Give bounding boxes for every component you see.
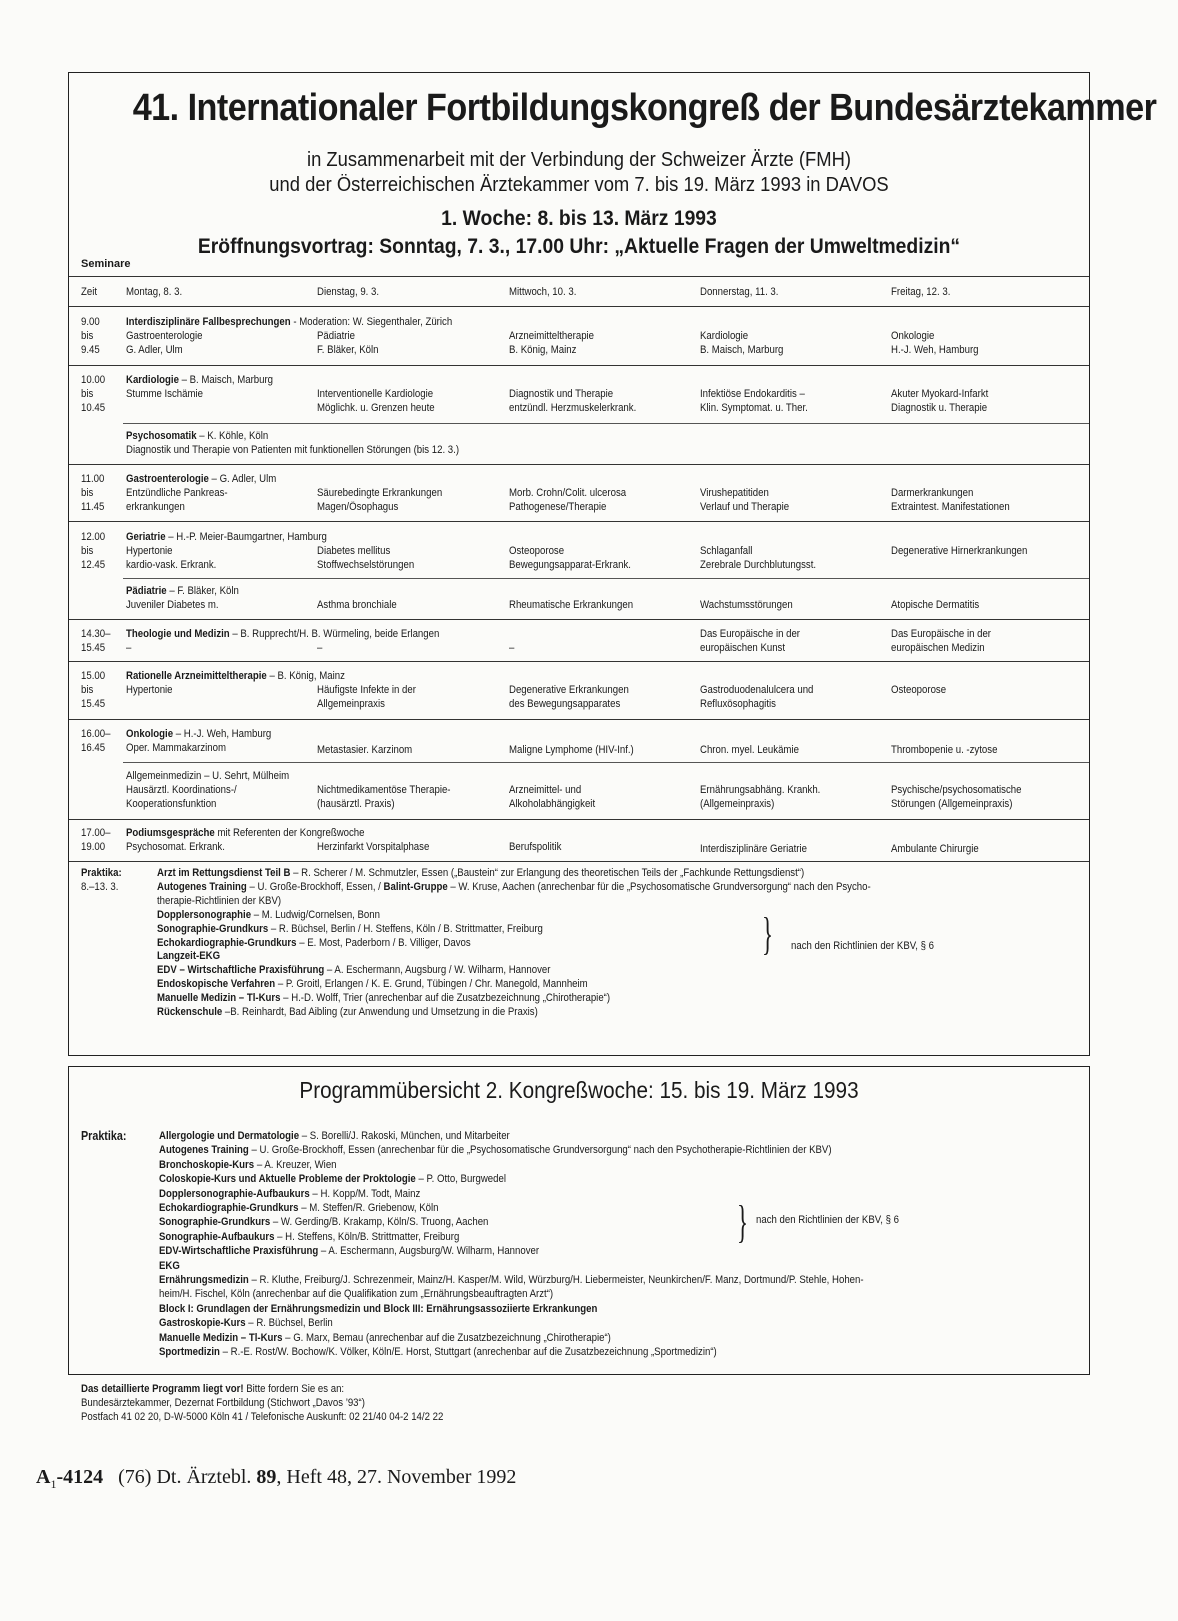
session-topic: Zerebrale Durchblutungsst. — [700, 559, 817, 571]
praktika-detail: heim/H. Fischel, Köln (anrechenbar auf die Qualifikation zum „Ernährungsbeauftragten Arzt“) — [159, 1288, 554, 1301]
praktika-item — [159, 1244, 539, 1259]
praktika-title: Bronchoskopie-Kurs — [159, 1158, 255, 1171]
col-header-montag: Montag, 8. 3. — [126, 286, 183, 298]
session-topic: Refluxösophagitis — [700, 698, 776, 710]
brace: } — [737, 1196, 749, 1247]
session-topic: Diagnostik und Therapie von Patienten mit funktionellen Störungen (bis 12. 3.) — [126, 444, 460, 456]
page-footer — [36, 1466, 516, 1492]
session-topic: Berufspolitik — [509, 841, 562, 853]
session-heading: Pädiatrie – F. Bläker, Köln — [126, 585, 239, 597]
praktika-dates: 8.–13. 3. — [81, 881, 119, 893]
session-speaker: B. Maisch, Marburg — [700, 344, 784, 356]
praktika-title: Balint-Gruppe — [383, 880, 448, 893]
praktika-detail: – G. Marx, Bemau (anrechenbar auf die Zusatzbezeichnung „Chirotherapie“) — [282, 1331, 611, 1344]
praktika-title: Langzeit-EKG — [157, 950, 221, 963]
session-topic: Interventionelle Kardiologie — [317, 388, 434, 400]
col-header-zeit: Zeit — [81, 286, 98, 298]
session-topic: Arzneimittel- und — [509, 784, 582, 796]
praktika-title: Rückenschule — [157, 1006, 223, 1018]
session-topic: – — [126, 642, 132, 654]
praktika-title: Sonographie-Aufbaukurs — [159, 1230, 275, 1243]
time-cell: 17.00– — [81, 827, 111, 839]
issue-date: , Heft 48, 27. November 1992 — [276, 1466, 517, 1488]
brace: } — [762, 908, 774, 959]
program-week-1-box — [68, 72, 1157, 1056]
session-topic: Stumme Ischämie — [126, 388, 203, 400]
praktika-item — [159, 1129, 510, 1144]
session-heading: Interdisziplinäre Fallbesprechungen - Moderation: W. Siegenthaler, Zürich — [126, 316, 453, 328]
session-topic: Möglichk. u. Grenzen heute — [317, 402, 435, 414]
time-cell: 12.45 — [81, 559, 106, 571]
volume: 89 — [256, 1466, 277, 1488]
praktika-detail: – R.-E. Rost/W. Bochow/K. Völker, Köln/E. Horst, Stuttgart (anrechenbar auf die Zusatzbezeichnung „Sportmedizin“) — [219, 1346, 717, 1358]
session-topic: – — [317, 642, 323, 654]
praktika-detail: – A. Eschermann, Augsburg / W. Wilharm, Hannover — [324, 964, 551, 977]
praktika-detail: – P. Otto, Burgwedel — [415, 1173, 507, 1186]
praktika-title: Ernährungsmedizin — [159, 1274, 249, 1286]
session-heading: Theologie und Medizin – B. Rupprecht/H. B. Würmeling, beide Erlangen — [126, 628, 440, 640]
week-2-title: Programmübersicht 2. Kongreßwoche: 15. bis 19. März 1993 — [299, 1077, 859, 1103]
session-topic: Schlaganfall — [700, 545, 753, 557]
praktika-title: Gastroskopie-Kurs — [159, 1317, 246, 1330]
session-topic: Psychosomat. Erkrank. — [126, 841, 225, 853]
praktika-detail: – R. Büchsel, Berlin — [245, 1317, 333, 1330]
session-topic: Pathogenese/Therapie — [509, 501, 607, 513]
cooperation-line-2: und der Österreichischen Ärztekammer vom 7. bis 19. März 1993 in DAVOS — [269, 174, 889, 196]
session-topic: Oper. Mammakarzinom — [126, 742, 226, 754]
session-topic: Magen/Ösophagus — [317, 501, 399, 513]
praktika-title: EDV-Wirtschaftliche Praxisführung — [159, 1245, 319, 1258]
session-topic: Das Europäische in der — [891, 628, 992, 640]
praktika-title: Autogenes Training — [159, 1144, 249, 1157]
session-heading: Podiumsgespräche mit Referenten der Kongreßwoche — [126, 827, 365, 839]
praktika-detail: – R. Kluthe, Freiburg/J. Schrezenmeir, Mainz/H. Kasper/M. Wild, Würzburg/H. Liebermeister, Neunkirchen/F. Manz, Dortmund/P. Stehle, Hohen- — [248, 1274, 864, 1286]
praktika-item — [159, 1187, 420, 1202]
divider — [123, 423, 1089, 424]
session-topic: Verlauf und Therapie — [700, 501, 790, 513]
praktika-detail: –B. Reinhardt, Bad Aibling (zur Anwendung und Umsetzung in die Praxis) — [222, 1006, 538, 1018]
praktika-item — [159, 1331, 611, 1346]
praktika-item — [159, 1172, 506, 1187]
kbv-note: nach den Richtlinien der KBV, § 6 — [756, 1214, 899, 1226]
praktika-title: Sonographie-Grundkurs — [157, 922, 269, 935]
seminare-label: Seminare — [81, 258, 131, 270]
divider — [69, 661, 1089, 662]
time-cell: 15.45 — [81, 642, 106, 654]
session-topic: (hausärztl. Praxis) — [317, 798, 395, 810]
session-topic: Maligne Lymphome (HIV-Inf.) — [509, 744, 634, 756]
divider — [69, 619, 1089, 620]
divider — [69, 521, 1089, 522]
session-topic: Herzinfarkt Vorspitalphase — [317, 841, 430, 853]
praktika-item — [159, 1201, 438, 1216]
time-cell: bis — [81, 487, 94, 499]
praktika-detail: – R. Büchsel, Berlin / H. Steffens, Köln / B. Strittmatter, Freiburg — [268, 922, 543, 935]
session-topic: erkrankungen — [126, 501, 185, 513]
session-topic: Ambulante Chirurgie — [891, 843, 979, 855]
time-cell: 16.00– — [81, 728, 111, 740]
session-topic: Das Europäische in der — [700, 628, 801, 640]
session-topic: Hypertonie — [126, 684, 173, 696]
praktika-item — [157, 949, 220, 964]
praktika-title: Manuelle Medizin – Tl-Kurs — [157, 992, 281, 1005]
session-topic: Darmerkrankungen — [891, 487, 974, 499]
session-topic: Interdisziplinäre Geriatrie — [700, 843, 807, 855]
praktika-item — [159, 1259, 180, 1274]
praktika-item — [157, 922, 543, 937]
col-header-mittwoch: Mittwoch, 10. 3. — [509, 286, 577, 298]
praktika-label: Praktika: — [81, 867, 122, 879]
session-topic: Säurebedingte Erkrankungen — [317, 487, 443, 499]
session-topic: europäischen Medizin — [891, 642, 985, 654]
praktika-title: Manuelle Medizin – Tl-Kurs — [159, 1331, 283, 1344]
session-topic: Rheumatische Erkrankungen — [509, 599, 634, 611]
time-cell: 10.45 — [81, 402, 106, 414]
praktika-label: Praktika: — [81, 1129, 127, 1143]
session-topic: Stoffwechselstörungen — [317, 559, 415, 571]
praktika-title: Endoskopische Verfahren — [157, 978, 276, 991]
praktika-item — [157, 1005, 538, 1020]
time-cell: 9.00 — [81, 316, 100, 328]
session-topic: Störungen (Allgemeinpraxis) — [891, 798, 1013, 810]
session-topic: entzündl. Herzmuskelerkrank. — [509, 402, 637, 414]
praktika-title: Dopplersonographie-Aufbaukurs — [159, 1187, 310, 1200]
divider — [69, 365, 1089, 366]
time-cell: 15.45 — [81, 698, 106, 710]
session-heading: Psychosomatik – K. Köhle, Köln — [126, 430, 269, 442]
divider — [69, 719, 1089, 720]
session-topic: Extraintest. Manifestationen — [891, 501, 1010, 513]
praktika-detail: – S. Borelli/J. Rakoski, München, und Mitarbeiter — [299, 1130, 510, 1142]
session-topic: Thrombopenie u. -zytose — [891, 744, 998, 756]
session-topic: europäischen Kunst — [700, 642, 786, 654]
session-topic: Infektiöse Endokarditis – — [700, 388, 805, 400]
praktika-title: Coloskopie-Kurs und Aktuelle Probleme der Proktologie — [159, 1173, 416, 1186]
session-topic: Diagnostik u. Therapie — [891, 402, 988, 414]
session-topic: Degenerative Hirnerkrankungen — [891, 545, 1028, 557]
session-topic: Alkoholabhängigkeit — [509, 798, 596, 810]
praktika-item — [157, 977, 588, 992]
praktika-detail: therapie-Richtlinien der KBV) — [157, 894, 282, 907]
divider — [69, 276, 1089, 277]
session-topic: Kooperationsfunktion — [126, 798, 217, 810]
praktika-title: EDV – Wirtschaftliche Praxisführung — [157, 964, 325, 977]
praktika-item — [159, 1345, 717, 1360]
session-topic: – — [509, 642, 515, 654]
session-topic: Pädiatrie — [317, 330, 355, 342]
page-sub: 1 — [50, 1477, 57, 1491]
session-topic: Osteoporose — [891, 684, 947, 696]
session-topic: Atopische Dermatitis — [891, 599, 980, 611]
session-heading: Gastroenterologie – G. Adler, Ulm — [126, 473, 277, 485]
praktika-item — [159, 1215, 488, 1230]
praktika-detail: – W. Kruse, Aachen (anrechenbar für die „Psychosomatische Grundversorgung“ nach den Psycho- — [447, 880, 871, 893]
praktika-item — [157, 963, 550, 978]
praktika-title: Echokardiographie-Grundkurs — [159, 1202, 299, 1214]
session-topic: Onkologie — [891, 330, 935, 342]
session-topic: Morb. Crohn/Colit. ulcerosa — [509, 487, 627, 499]
contact-line-3: Postfach 41 02 20, D-W-5000 Köln 41 / Telefonische Auskunft: 02 21/40 04-2 14/2 22 — [81, 1411, 444, 1423]
cooperation-line-1: in Zusammenarbeit mit der Verbindung der Schweizer Ärzte (FMH) — [306, 149, 852, 171]
time-cell: 16.45 — [81, 742, 106, 754]
time-cell: 12.00 — [81, 531, 106, 543]
praktika-item — [157, 908, 380, 923]
divider — [69, 464, 1089, 465]
praktika-item — [157, 866, 804, 881]
page-number: -4124 — [56, 1466, 104, 1488]
praktika-detail: – H.-D. Wolff, Trier (anrechenbar auf die Zusatzbezeichnung „Chirotherapie“) — [280, 992, 611, 1005]
praktika-detail: – E. Most, Paderborn / B. Villiger, Davos — [296, 936, 471, 949]
session-heading: Onkologie – H.-J. Weh, Hamburg — [126, 728, 272, 740]
praktika-item — [157, 880, 871, 895]
praktika-detail: – H. Steffens, Köln/B. Strittmatter, Freiburg — [274, 1230, 460, 1243]
contact-line-1: Das detaillierte Programm liegt vor! Bitte fordern Sie es an: — [81, 1383, 345, 1395]
praktika-detail: – M. Steffen/R. Griebenow, Köln — [298, 1202, 439, 1214]
session-topic: Arzneimitteltherapie — [509, 330, 595, 342]
praktika-detail: – U. Große-Brockhoff, Essen, / — [246, 880, 384, 893]
time-cell: 9.45 — [81, 344, 100, 356]
praktika-title: Dopplersonographie — [157, 908, 252, 921]
time-cell: 11.00 — [81, 473, 105, 485]
session-speaker: B. König, Mainz — [509, 344, 577, 356]
session-topic: Allgemeinpraxis — [317, 698, 385, 710]
session-topic: Nichtmedikamentöse Therapie- — [317, 784, 451, 796]
praktika-item — [157, 894, 281, 909]
praktika-detail: – M. Ludwig/Cornelsen, Bonn — [251, 908, 380, 921]
praktika-title: Sportmedizin — [159, 1346, 220, 1358]
praktika-title: Sonographie-Grundkurs — [159, 1216, 271, 1229]
praktika-detail: – H. Kopp/M. Todt, Mainz — [309, 1187, 421, 1200]
journal-ref: (76) Dt. Ärztebl. — [103, 1466, 257, 1488]
praktika-item — [159, 1158, 337, 1173]
praktika-item — [157, 991, 610, 1006]
session-speaker: H.-J. Weh, Hamburg — [891, 344, 979, 356]
session-topic: des Bewegungsapparates — [509, 698, 621, 710]
time-cell: bis — [81, 330, 94, 342]
time-cell: 15.00 — [81, 670, 106, 682]
session-topic: Chron. myel. Leukämie — [700, 744, 799, 756]
session-topic: Bewegungsapparat-Erkrank. — [509, 559, 631, 571]
session-heading: Rationelle Arzneimitteltherapie – B. König, Mainz — [126, 670, 345, 682]
session-topic: Wachstumsstörungen — [700, 599, 793, 611]
praktika-title: Allergologie und Dermatologie — [159, 1130, 300, 1142]
praktika-title: EKG — [159, 1259, 180, 1272]
session-topic: Akuter Myokard-Infarkt — [891, 388, 989, 400]
divider — [123, 578, 1089, 579]
session-topic: Häufigste Infekte in der — [317, 684, 416, 696]
time-cell: 19.00 — [81, 841, 106, 853]
praktika-item — [159, 1273, 864, 1288]
session-topic: (Allgemeinpraxis) — [700, 798, 775, 810]
time-cell: 14.30– — [81, 628, 111, 640]
time-cell: bis — [81, 388, 94, 400]
praktika-detail: – A. Eschermann, Augsburg/W. Wilharm, Hannover — [318, 1245, 540, 1258]
session-topic: Kardiologie — [700, 330, 749, 342]
time-cell: bis — [81, 545, 94, 557]
praktika-title: Arzt im Rettungsdienst Teil B — [157, 867, 291, 879]
kbv-note: nach den Richtlinien der KBV, § 6 — [791, 940, 934, 952]
divider — [123, 762, 1089, 763]
praktika-item — [159, 1287, 553, 1302]
divider — [69, 306, 1089, 307]
session-heading: Allgemeinmedizin – U. Sehrt, Mülheim — [126, 770, 290, 782]
opening-lecture: Eröffnungsvortrag: Sonntag, 7. 3., 17.00 Uhr: „Aktuelle Fragen der Umweltmedizin“ — [197, 235, 961, 258]
time-cell: 10.00 — [81, 374, 106, 386]
session-topic: Metastasier. Karzinom — [317, 744, 413, 756]
session-topic: Gastroduodenalulcera und — [700, 684, 814, 696]
session-topic: Entzündliche Pankreas- — [126, 487, 228, 499]
praktika-title: Echokardiographie-Grundkurs — [157, 936, 297, 949]
session-speaker: F. Bläker, Köln — [317, 344, 379, 356]
col-header-dienstag: Dienstag, 9. 3. — [317, 286, 380, 298]
praktika-detail: – U. Große-Brockhoff, Essen (anrechenbar für die „Psychosomatische Grundversorgung“ nach den Psychotherapie-Richtlinien der KBV) — [248, 1144, 832, 1157]
program-week-2-box — [68, 1066, 1090, 1375]
session-speaker: G. Adler, Ulm — [126, 344, 183, 356]
session-topic: kardio-vask. Erkrank. — [126, 559, 217, 571]
col-header-donnerstag: Donnerstag, 11. 3. — [700, 286, 779, 298]
session-topic: Virushepatitiden — [700, 487, 769, 499]
praktika-item — [159, 1143, 832, 1158]
session-topic: Psychische/psychosomatische — [891, 784, 1022, 796]
session-topic: Diabetes mellitus — [317, 545, 391, 557]
praktika-item — [159, 1316, 333, 1331]
praktika-item — [157, 936, 471, 951]
session-topic: Ernährungsabhäng. Krankh. — [700, 784, 821, 796]
session-topic: Osteoporose — [509, 545, 565, 557]
col-header-freitag: Freitag, 12. 3. — [891, 286, 951, 298]
divider — [69, 861, 1089, 862]
praktika-detail: – W. Gerding/B. Krakamp, Köln/S. Truong, Aachen — [270, 1216, 489, 1229]
praktika-title: Autogenes Training — [157, 880, 247, 893]
time-cell: 11.45 — [81, 501, 105, 513]
session-topic: Degenerative Erkrankungen — [509, 684, 629, 696]
session-heading: Kardiologie – B. Maisch, Marburg — [126, 374, 274, 386]
praktika-detail: – R. Scherer / M. Schmutzler, Essen („Baustein“ zur Erlangung des theoretischen Teils der „Fachkunde Rettungsdienst“) — [290, 867, 805, 879]
session-topic: Juveniler Diabetes m. — [126, 599, 219, 611]
praktika-detail: – A. Kreuzer, Wien — [254, 1158, 337, 1171]
week-heading: 1. Woche: 8. bis 13. März 1993 — [441, 207, 717, 230]
page-prefix: A — [36, 1466, 51, 1488]
session-topic: Diagnostik und Therapie — [509, 388, 614, 400]
session-topic: Hypertonie — [126, 545, 173, 557]
praktika-title: Block I: Grundlagen der Ernährungsmedizin und Block III: Ernährungsassoziierte Erkrankungen — [159, 1302, 598, 1315]
session-topic: Gastroenterologie — [126, 330, 203, 342]
session-heading: Geriatrie – H.-P. Meier-Baumgartner, Hamburg — [126, 531, 327, 543]
congress-title: 41. Internationaler Fortbildungskongreß der Bundesärztekammer — [132, 87, 1157, 129]
contact-line-2: Bundesärztekammer, Dezernat Fortbildung (Stichwort „Davos ’93“) — [81, 1397, 365, 1409]
session-topic: Klin. Symptomat. u. Ther. — [700, 402, 808, 414]
praktika-detail: – P. Groitl, Erlangen / K. E. Grund, Tübingen / Chr. Manegold, Mannheim — [275, 978, 588, 991]
session-topic: Asthma bronchiale — [317, 599, 397, 611]
session-topic: Hausärztl. Koordinations-/ — [126, 784, 237, 796]
time-cell: bis — [81, 684, 94, 696]
divider — [69, 819, 1089, 820]
praktika-item — [159, 1302, 597, 1317]
praktika-item — [159, 1230, 459, 1245]
